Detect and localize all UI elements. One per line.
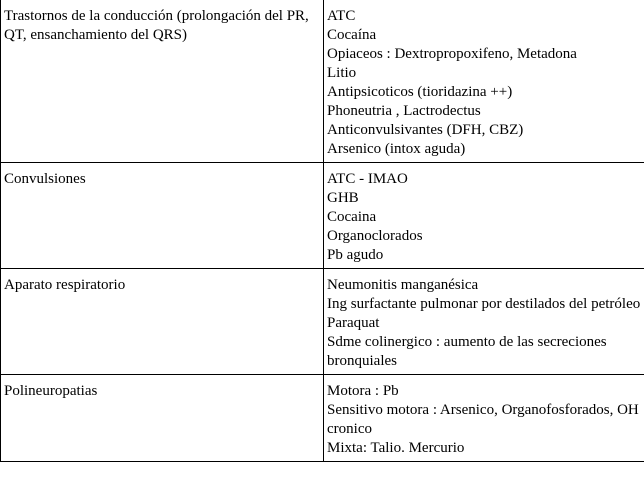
agent-item: Cocaína <box>327 27 377 43</box>
category-cell <box>1 0 324 163</box>
agent-item: Cocaina <box>327 209 377 225</box>
agent-item: Anticonvulsivantes (DFH, CBZ) <box>327 122 524 138</box>
agents-cell <box>324 375 644 462</box>
agent-item: Paraquat <box>327 315 380 331</box>
agent-item: Arsenico (intox aguda) <box>327 141 466 157</box>
agents-cell <box>324 163 644 269</box>
agent-item: Organoclorados <box>327 228 423 244</box>
table-row <box>1 0 644 163</box>
agent-item: Mixta: Talio. Mercurio <box>327 440 465 456</box>
agent-item: Neumonitis manganésica <box>327 277 479 293</box>
category-cell <box>1 163 324 269</box>
agent-item: Pb agudo <box>327 247 384 263</box>
category-label: Trastornos de la conducción (prolongación del PR, QT, ensanchamiento del QRS) <box>4 8 309 43</box>
category-label: Convulsiones <box>4 171 86 187</box>
agents-cell <box>324 269 644 375</box>
agent-item: Ing surfactante pulmonar por destilados del petróleo <box>327 296 641 312</box>
agent-item: Sdme colinergico : aumento de las secreciones bronquiales <box>327 334 607 369</box>
agent-item: Opiaceos : Dextropropoxifeno, Metadona <box>327 46 577 62</box>
agent-item: ATC <box>327 8 356 24</box>
table-row <box>1 375 644 462</box>
agent-item: Sensitivo motora : Arsenico, Organofosforados, OH cronico <box>327 402 639 437</box>
agent-item: Motora : Pb <box>327 383 399 399</box>
agent-item: ATC - IMAO <box>327 171 408 187</box>
agent-item: Litio <box>327 65 357 81</box>
table-row <box>1 269 644 375</box>
agent-item: Antipsicoticos (tioridazina ++) <box>327 84 513 100</box>
agent-item: Phoneutria , Lactrodectus <box>327 103 481 119</box>
category-cell <box>1 375 324 462</box>
agent-item: GHB <box>327 190 359 206</box>
category-label: Polineuropatias <box>4 383 98 399</box>
category-cell <box>1 269 324 375</box>
table-row <box>1 163 644 269</box>
category-label: Aparato respiratorio <box>4 277 126 293</box>
agents-cell <box>324 0 644 163</box>
